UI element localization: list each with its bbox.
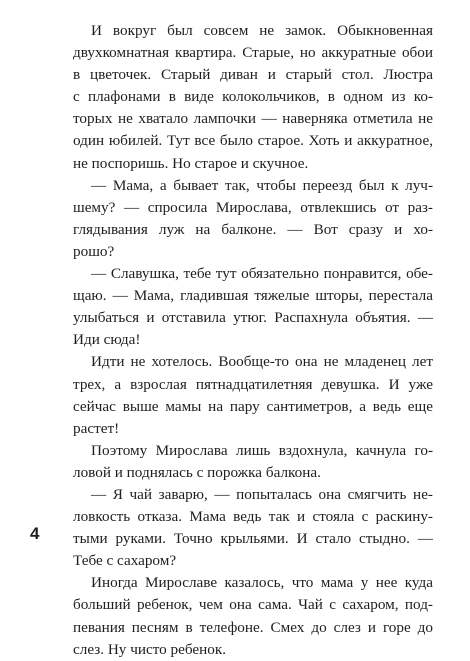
text-line: ловкость отказа. Мама ведь так и стояла с раскину- [73, 508, 433, 526]
paragraph [73, 440, 433, 484]
body-text [73, 20, 433, 661]
text-line: улыбаться и отставила утюг. Распахнула объятия. — [73, 309, 433, 327]
page-number: 4 [30, 524, 40, 543]
text-line: Иди сюда! [73, 331, 141, 349]
text-line: один юбилей. Тут все было старое. Хоть и аккуратное, [73, 132, 433, 150]
text-line: с плафонами в виде колокольчиков, в одном из ко- [73, 88, 433, 106]
text-line: не поспоришь. Но старое и скучное. [73, 154, 309, 172]
text-line: рошо? [73, 242, 115, 260]
paragraph [73, 484, 433, 572]
text-line: тыми руками. Точно крыльями. И стало стыдно. — [73, 530, 433, 548]
paragraph [73, 572, 433, 660]
text-line: торых не хватало лампочки — наверняка отметила не [73, 110, 433, 128]
text-line: ловой и поднялась с порожка балкона. [73, 463, 321, 481]
text-line: в цветочек. Старый диван и старый стол. Люстра [73, 66, 433, 84]
paragraph [73, 175, 433, 263]
text-line: трех, а взрослая пятнадцатилетняя девушка. И уже [73, 375, 433, 393]
text-line: растет! [73, 419, 120, 437]
text-line: Тебе с сахаром? [73, 552, 177, 570]
text-line: — Славушка, тебе тут обязательно понравится, обе- [91, 265, 433, 283]
text-line: глядывания луж на балконе. — Вот сразу и хо- [73, 220, 433, 238]
paragraph [73, 351, 433, 439]
text-line: шему? — спросила Мирослава, отвлекшись от раз- [73, 198, 433, 216]
text-line: Иногда Мирославе казалось, что мама у нее куда [91, 574, 433, 592]
text-line: сейчас выше мамы на пару сантиметров, а ведь еще [73, 397, 433, 415]
paragraph [73, 20, 433, 175]
text-line: Поэтому Мирослава лишь вздохнула, качнула го- [91, 441, 433, 459]
text-line: Идти не хотелось. Вообще-то она не младенец лет [91, 353, 433, 371]
text-line: певания песням в телефоне. Смех до слез и горе до [73, 618, 433, 636]
text-line: слез. Ну чисто ребенок. [73, 640, 227, 658]
text-line: — Мама, а бывает так, чтобы переезд был к луч- [91, 176, 433, 194]
paragraph [73, 263, 433, 351]
text-line: больший ребенок, чем она сама. Чай с сахаром, под- [73, 596, 433, 614]
text-line: И вокруг был совсем не замок. Обыкновенная [91, 22, 433, 39]
text-line: — Я чай заварю, — попыталась она смягчить не- [91, 485, 433, 503]
text-line: двухкомнатная квартира. Старые, но аккуратные обои [73, 44, 433, 62]
text-line: щаю. — Мама, гладившая тяжелые шторы, перестала [73, 287, 433, 305]
